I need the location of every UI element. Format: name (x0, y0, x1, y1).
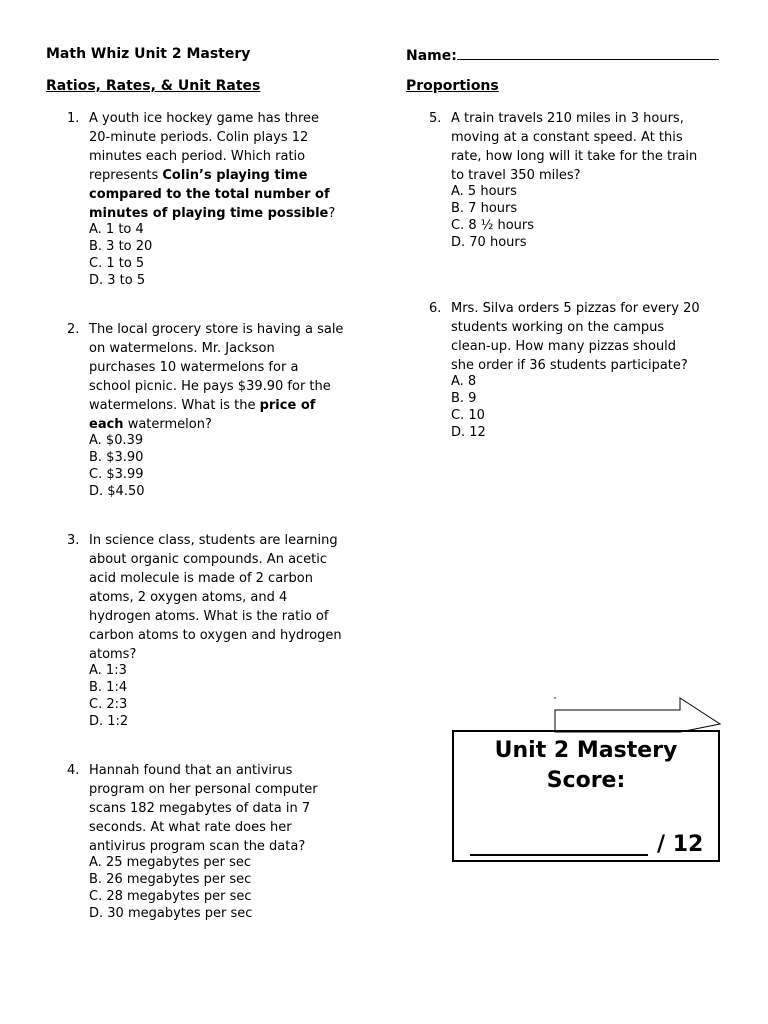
question-text-segment: rate, how long will it take for the train (451, 149, 698, 164)
answer-option[interactable]: B. 7 hours (451, 201, 518, 216)
score-total: / 12 (657, 832, 704, 857)
question-text-line (89, 588, 342, 607)
question-text-segment: represents (89, 168, 163, 183)
question-text-line (89, 531, 342, 550)
answer-option[interactable]: C. $3.99 (89, 467, 144, 482)
question-text-segment: minutes each period. Which ratio (89, 149, 306, 164)
question-text-segment: moving at a constant speed. At this (451, 130, 683, 145)
question-text (451, 109, 697, 251)
answer-option[interactable]: C. 28 megabytes per sec (89, 889, 252, 904)
answer-option[interactable]: D. 70 hours (451, 235, 527, 250)
answer-options (89, 854, 318, 922)
name-blank-line[interactable] (457, 45, 719, 60)
answer-option[interactable]: D. 1:2 (89, 714, 129, 729)
question-emphasis-text: price of (259, 398, 316, 413)
score-box-title-line2: Score: (546, 768, 626, 793)
question-text-line (451, 318, 700, 337)
question-text (451, 299, 700, 441)
question-text-line (89, 607, 342, 626)
question-text-segment: watermelons. What is the (89, 398, 260, 413)
answer-option[interactable]: B. $3.90 (89, 450, 144, 465)
question-text-segment: purchases 10 watermelons for a (89, 360, 299, 375)
question-number: 1. (67, 111, 80, 126)
score-box (452, 730, 720, 862)
answer-option[interactable]: D. 30 megabytes per sec (89, 906, 253, 921)
answer-option[interactable]: A. 1:3 (89, 663, 127, 678)
answer-options (451, 183, 697, 251)
question-text-segment: program on her personal computer (89, 782, 318, 797)
question-text-line (89, 569, 342, 588)
question-emphasis-text: each (89, 417, 124, 432)
question-text-segment: ? (328, 206, 336, 221)
score-blank-line[interactable] (470, 832, 648, 856)
question-emphasis-text: compared to the total number of (89, 187, 330, 202)
question-text-line (89, 358, 343, 377)
question-text-segment: Hannah found that an antivirus (89, 763, 293, 778)
question-text-segment: on watermelons. Mr. Jackson (89, 341, 275, 356)
section-heading-proportions: Proportions (406, 78, 499, 94)
question-text-segment: atoms? (89, 647, 137, 662)
answer-options (89, 221, 335, 289)
answer-option[interactable]: A. 1 to 4 (89, 222, 144, 237)
question-text-line (89, 185, 335, 204)
question-text-line (451, 109, 697, 128)
question-text-line (451, 356, 700, 375)
question-text-segment: 20-minute periods. Colin plays 12 (89, 130, 309, 145)
question-text-segment: A train travels 210 miles in 3 hours, (451, 111, 684, 126)
answer-option[interactable]: A. $0.39 (89, 433, 144, 448)
answer-options (451, 373, 700, 441)
question-text-line (89, 626, 342, 645)
question-text-line (89, 396, 343, 415)
question-text (89, 531, 342, 730)
answer-options (89, 662, 342, 730)
question-text-line (451, 337, 700, 356)
question-number: 3. (67, 533, 80, 548)
answer-options (89, 432, 343, 500)
question-text-line (89, 128, 335, 147)
question-text-line (89, 761, 318, 780)
question-text-line (451, 128, 697, 147)
question-text-line (89, 550, 342, 569)
question-number: 5. (429, 111, 442, 126)
answer-option[interactable]: B. 3 to 20 (89, 239, 153, 254)
question-text-segment: The local grocery store is having a sale (89, 322, 344, 337)
section-heading-ratios: Ratios, Rates, & Unit Rates (46, 78, 261, 94)
arrow-shape (548, 692, 728, 734)
answer-option[interactable]: A. 25 megabytes per sec (89, 855, 252, 870)
answer-option[interactable]: B. 26 megabytes per sec (89, 872, 252, 887)
question-text-segment: school picnic. He pays $39.90 for the (89, 379, 331, 394)
question-text-segment: atoms, 2 oxygen atoms, and 4 (89, 590, 288, 605)
question-text-segment: carbon atoms to oxygen and hydrogen (89, 628, 342, 643)
question-text-line (89, 166, 335, 185)
answer-option[interactable]: A. 8 (451, 374, 477, 389)
question-text-segment: antivirus program scan the data? (89, 839, 306, 854)
name-field[interactable] (406, 45, 719, 66)
question-text-segment: watermelon? (123, 417, 212, 432)
question-text-segment: students working on the campus (451, 320, 665, 335)
question-text-line (89, 339, 343, 358)
question-text (89, 761, 318, 922)
question-text-segment: seconds. At what rate does her (89, 820, 292, 835)
question-number: 4. (67, 763, 80, 778)
question-text-segment: she order if 36 students participate? (451, 358, 688, 373)
question-number: 2. (67, 322, 80, 337)
question-text-line (89, 799, 318, 818)
worksheet-title: Math Whiz Unit 2 Mastery (46, 46, 251, 62)
question-text-line (451, 299, 700, 318)
answer-option[interactable]: D. $4.50 (89, 484, 145, 499)
question-text-segment: In science class, students are learning (89, 533, 338, 548)
question-text (89, 109, 335, 289)
question-emphasis-text: Colin’s playing time (162, 168, 308, 183)
name-label: Name: (406, 48, 457, 64)
question-text-segment: Mrs. Silva orders 5 pizzas for every 20 (451, 301, 700, 316)
question-text-segment: acid molecule is made of 2 carbon (89, 571, 313, 586)
answer-option[interactable]: A. 5 hours (451, 184, 517, 199)
question-text-segment: clean-up. How many pizzas should (451, 339, 677, 354)
answer-option[interactable]: C. 1 to 5 (89, 256, 145, 271)
question-text-segment: hydrogen atoms. What is the ratio of (89, 609, 329, 624)
answer-option[interactable]: B. 1:4 (89, 680, 128, 695)
question-text-line (89, 320, 343, 339)
score-box-title-line1: Unit 2 Mastery (494, 738, 678, 763)
question-text-segment: scans 182 megabytes of data in 7 (89, 801, 311, 816)
answer-option[interactable]: C. 2:3 (89, 697, 128, 712)
answer-option[interactable]: D. 3 to 5 (89, 273, 146, 288)
question-text-segment: A youth ice hockey game has three (89, 111, 320, 126)
answer-option[interactable]: C. 10 (451, 408, 485, 423)
question-text-line (89, 109, 335, 128)
question-text-line (89, 818, 318, 837)
answer-option[interactable]: B. 9 (451, 391, 477, 406)
question-text-line (89, 377, 343, 396)
question-text-segment: about organic compounds. An acetic (89, 552, 328, 567)
question-text (89, 320, 343, 500)
question-text-segment: to travel 350 miles? (451, 168, 581, 183)
question-text-line (89, 780, 318, 799)
question-text-line (89, 147, 335, 166)
question-emphasis-text: minutes of playing time possible (89, 206, 329, 221)
question-number: 6. (429, 301, 442, 316)
answer-option[interactable]: D. 12 (451, 425, 486, 440)
question-text-line (451, 147, 697, 166)
answer-option[interactable]: C. 8 ½ hours (451, 218, 535, 233)
